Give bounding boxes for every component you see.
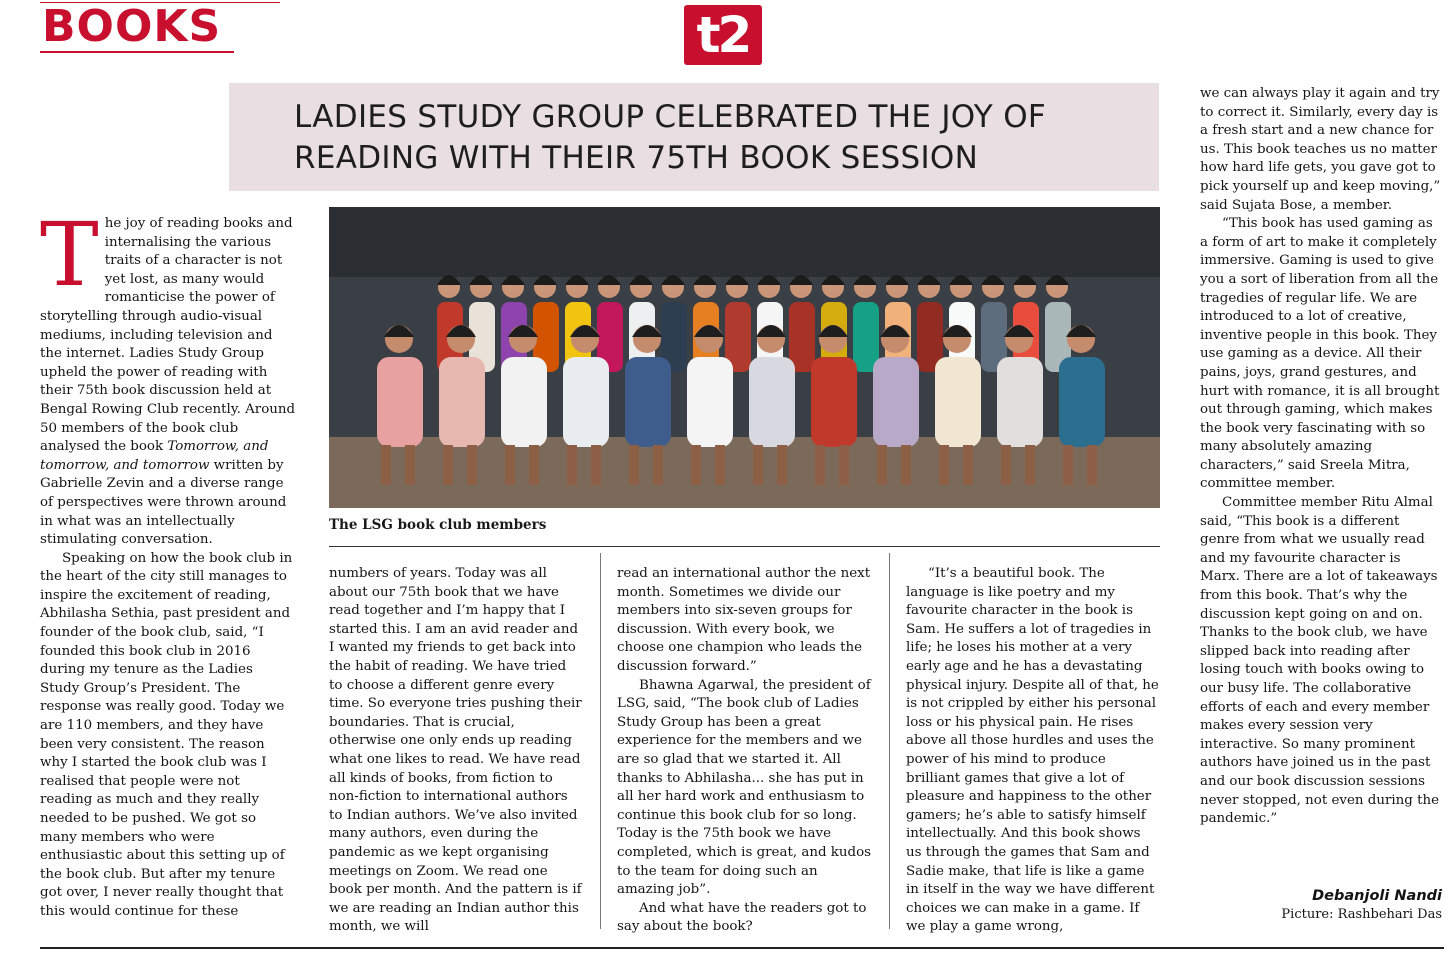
- headline: LADIES STUDY GROUP CELEBRATED THE JOY OF READING WITH THEIR 75TH BOOK SESSION: [294, 99, 1047, 176]
- paragraph: Bhawna Agarwal, the president of LSG, said, “The book club of Ladies Study Group has been a great experience for the members and we are so glad that we started it. All thanks to Abhilasha... she has put in all her hard work and enthusiasm to continue this book club for so long. Today is the 75th book we have completed, which is great, and kudos to the team for doing such an amazing job”.: [617, 677, 872, 898]
- photo-credit: Picture: Rashbehari Das: [1281, 907, 1442, 922]
- paragraph: Speaking on how the book club in the heart of the city still manages to inspire the excitement of reading, Abhilasha Sethia, past president and founder of the book club, said, “I founded this book club in 2016 during my tenure as the Ladies Study Group’s President. The response was really good. Today we are 110 members, and they have been very consistent. The reason why I started the book club was I realised that people were not reading as much and they really needed to be pushed. We got so many members who were enthusiastic about this setting up of the book club. But after my tenure got over, I never really thought that this would continue for these: [40, 550, 293, 919]
- section-tag: [40, 2, 234, 52]
- article-column-2: [329, 565, 582, 937]
- byline: [1281, 888, 1442, 922]
- paragraph: “It’s a beautiful book. The language is like poetry and my favourite character in the book is Sam. He suffers a lot of tragedies in life; he loses his mother at a very early age and he has a devastating physical injury. Despite all of that, he is not crippled by either his personal loss or his physical pain. He rises above all those hurdles and uses the power of his mind to produce brilliant games that give a lot of pleasure and happiness to the other gamers; he’s able to satisfy himself intellectually. And this book shows us through the games that Sam and Sadie make, that life is like a game in itself in the way we have different choices we can make in a game. If we play a game wrong,: [906, 566, 1159, 935]
- paragraph: “This book has used gaming as a form of art to make it completely immersive. Gaming is used to give you a sort of liberation from all the tragedies of regular life. We are introduced to a lot of creative, inventive people in this book. They use gaming as a device. All their pains, joys, grand gestures, and hurt with romance, it is all brought out through gaming, which makes the book very fascinating with so many absolutely amazing characters,” said Sreela Mitra, committee member.: [1200, 216, 1440, 492]
- lead-text: he joy of reading books and internalising the various traits of a character is not yet lost, as many would romanticise the power of storytelling through audio-visual mediums, including television and the internet. Ladies Study Group upheld the power of reading with their 75th book discussion held at Bengal Rowing Club recently. Around 50 members of the book club analysed the book: [40, 216, 296, 455]
- article-column-3: [617, 565, 872, 937]
- lead-text-continued: written by Gabrielle Zevin and a diverse range of perspectives were thrown around in what was an intellectually stimulating conversation.: [40, 457, 287, 548]
- paragraph: numbers of years. Today was all about our 75th book that we have read together and I’m happy that I started this. I am an avid reader and I wanted my friends to get back into the habit of reading. We have tried to choose a different genre every time. So everyone tries pushing their boundaries. That is crucial, otherwise one only ends up reading what one likes to read. We have read all kinds of books, from fiction to non-fiction to international authors to Indian authors. We’ve also invited many authors, even during the pandemic as we kept organising meetings on Zoom. We read one book per month. And the pattern is if we are reading an Indian author this month, we will: [329, 566, 582, 935]
- group-photo: [329, 207, 1160, 508]
- caption-rule: [329, 546, 1160, 547]
- article-column-5: [1200, 85, 1443, 829]
- paragraph: Committee member Ritu Almal said, “This book is a different genre from what we usually read and my favourite character is Marx. There are a lot of takeaways from this book. That’s why the discussion kept going on and on. Thanks to the book club, we have slipped back into reading after losing touch with books owing to our busy life. The collaborative efforts of each and every member makes every session very interactive. So many prominent authors have joined us in the past and our book discussion sessions never stopped, not even during the pandemic.”: [1200, 495, 1440, 827]
- photo-caption: The LSG book club members: [329, 517, 547, 533]
- book-title: Tomorrow, and tomorrow, and tomorrow: [40, 439, 269, 473]
- page-bottom-rule: [40, 947, 1444, 949]
- group-photo-illustration: [329, 207, 1160, 508]
- section-underline: [40, 51, 234, 53]
- headline-box: [229, 83, 1159, 191]
- article-column-4: [906, 565, 1160, 937]
- column-rule: [600, 553, 601, 929]
- paragraph: And what have the readers got to say about the book?: [617, 900, 867, 935]
- article-column-1: [40, 203, 296, 922]
- section-label: BOOKS: [42, 1, 222, 52]
- column-rule: [889, 553, 890, 929]
- paragraph: read an international author the next month. Sometimes we divide our members into six-seven groups for discussion. With every book, we choose one champion who leads the discussion forward.”: [617, 566, 871, 674]
- t2-logo: t2: [684, 5, 762, 65]
- drop-cap: T: [40, 203, 99, 306]
- lead-paragraph: [40, 203, 296, 550]
- author-name: Debanjoli Nandi: [1312, 888, 1442, 904]
- paragraph: we can always play it again and try to correct it. Similarly, every day is a fresh start and a new chance for us. This book teaches us no matter how hard life gets, you gave got to pick yourself up and keep moving,” said Sujata Bose, a member.: [1200, 86, 1441, 213]
